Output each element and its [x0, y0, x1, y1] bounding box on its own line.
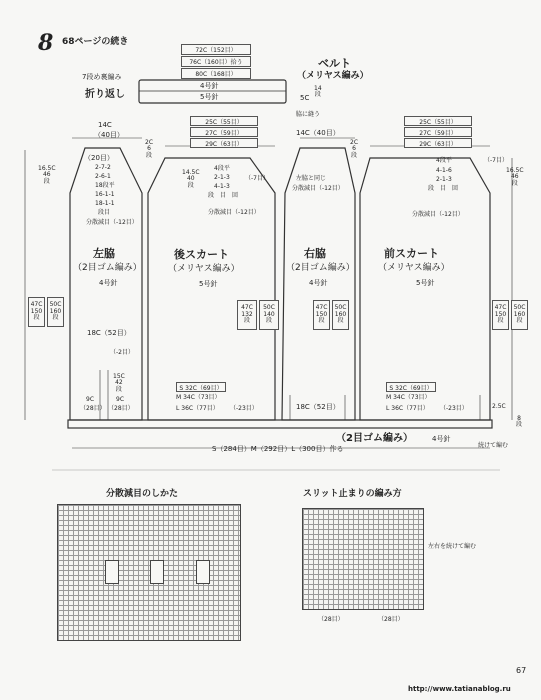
back-needle: 5号針: [199, 280, 218, 288]
front-inc-note: （-23目）: [440, 405, 468, 412]
front-stitch: （メリヤス編み）: [378, 263, 450, 273]
left-slit-height: 15C 42 段: [113, 373, 125, 393]
front-shape-3: 2-1-3: [436, 176, 452, 183]
front-width-1: 25C（55目）: [404, 116, 472, 126]
back-size-m: M 34C（73目）: [176, 394, 221, 401]
left-dec-2: 2-6-1: [95, 173, 111, 180]
left-len-a: 47C 150 段: [28, 297, 45, 327]
left-len-b: 50C 160 段: [47, 297, 64, 327]
right-note: 左脇と同じ: [296, 175, 327, 182]
left-dec-7: 分散減目（-12目）: [86, 219, 138, 226]
chart-gap-1: [105, 560, 119, 584]
right-dist: 分散減目（-12目）: [292, 185, 344, 192]
front-shape-1: 4段平: [436, 157, 452, 164]
left-dec-4: 16-1-1: [95, 191, 115, 198]
left-slit-dec: （-2目）: [110, 349, 134, 356]
chart-left-title: 分散減目のしかた: [106, 489, 179, 499]
front-skirt-shape: [360, 158, 490, 420]
back-width-3: 29C（63目）: [190, 138, 258, 148]
belt-rows: 14 段: [314, 85, 322, 99]
back-dec-note: （-7目）: [245, 175, 269, 182]
front-size-m: M 34C（73目）: [386, 394, 431, 401]
hem-stitch: （2目ゴム編み）: [336, 433, 413, 444]
belt-title: ベルト: [318, 57, 351, 70]
back-width-2: 27C（59目）: [190, 127, 258, 137]
left-stitch: （2目ゴム編み）: [73, 263, 142, 273]
belt-box-2: 76C（160目）拾う: [181, 56, 251, 67]
chart-gap-3: [196, 560, 210, 584]
chart-count-b: （28目）: [378, 616, 404, 623]
front-title: 前スカート: [384, 247, 439, 260]
left-dec-5: 18-1-1: [95, 200, 115, 207]
left-dec-1: 2-7-2: [95, 164, 111, 171]
back-title: 後スカート: [174, 248, 229, 261]
footer-page: 67: [516, 666, 527, 675]
front-shape-2: 4-1-6: [436, 167, 452, 174]
left-title: 左脇: [93, 247, 115, 260]
right-len-a: 47C 150 段: [313, 300, 330, 330]
front-height-top: 16.5C 46 段: [506, 167, 524, 187]
slit-chart: [302, 508, 424, 610]
hem-total: S（284目）M（292目）L（300目）作る: [212, 445, 344, 453]
back-shape-1: 4段平: [214, 165, 230, 172]
back-shape-3: 4-1-3: [214, 183, 230, 190]
hem-needle: 4号針: [432, 435, 451, 443]
belt-box-1: 72C（152目）: [181, 44, 251, 55]
belt-height: 5C: [300, 94, 310, 102]
left-dec-3: 18段平: [95, 182, 115, 189]
front-outer-b: 50C 160 段: [511, 300, 528, 330]
left-height-top: 16.5C 46 段: [38, 165, 56, 185]
front-needle: 5号針: [416, 279, 435, 287]
belt-box-3: 80C（168目）: [181, 68, 251, 79]
back-width-1: 25C（55目）: [190, 116, 258, 126]
right-stitch: （2目ゴム編み）: [286, 263, 355, 273]
hem-band-shape: [68, 420, 492, 428]
back-shape-4: 段: [208, 192, 215, 199]
back-len-a: 47C 132 段: [237, 300, 257, 330]
right-needle: 4号針: [309, 279, 328, 287]
hem-cont: 続けて編む: [478, 442, 509, 449]
front-gap: 2C 6 段: [350, 139, 359, 159]
continued-note: 68ページの続き: [62, 37, 129, 47]
front-width-2: 27C（59目）: [404, 127, 472, 137]
side-left-width: 14C: [98, 121, 112, 129]
back-shape-5: 目: [220, 192, 227, 199]
side-right-width: 14C（40目）: [296, 129, 340, 137]
chart-right-note: 左右を続けて編む: [428, 543, 477, 550]
hem-height-cm: 2.5C: [492, 403, 506, 410]
belt-subtitle: （メリヤス編み）: [297, 71, 369, 81]
front-dist: 分散減目（-12目）: [412, 211, 464, 218]
left-top-sts: （20目）: [84, 154, 114, 162]
right-len-b: 50C 160 段: [332, 300, 349, 330]
left-hem-a-sts: （28目）: [80, 405, 106, 412]
front-dec-note: （-7目）: [484, 157, 508, 164]
chart-right-title: スリット止まりの編み方: [303, 489, 402, 499]
back-inc-note: （-23目）: [230, 405, 258, 412]
back-stitch: （メリヤス編み）: [168, 264, 240, 274]
belt-needle-2: 5号針: [200, 93, 219, 101]
front-size-l: L 36C（77目）: [386, 405, 429, 412]
chart-count-a: （28目）: [318, 616, 344, 623]
side-left-sts: （40目）: [94, 131, 124, 139]
decrease-chart: [57, 504, 241, 641]
left-dec-6: 段目: [98, 209, 111, 216]
left-bottom-width: 18C（52目）: [87, 329, 131, 337]
back-size-s: S 32C（69目）: [176, 382, 226, 392]
back-height-top: 14.5C 40 段: [182, 169, 200, 189]
front-shape-4: 段: [428, 185, 435, 192]
left-hem-a: 9C: [86, 396, 95, 403]
belt-fold-label: 折り返し: [85, 89, 125, 100]
front-shape-6: 回: [452, 185, 459, 192]
front-shape-5: 目: [440, 185, 447, 192]
left-hem-b-sts: （28目）: [108, 405, 134, 412]
back-len-b: 50C 140 段: [259, 300, 279, 330]
front-width-3: 29C（63目）: [404, 138, 472, 148]
front-outer-a: 47C 150 段: [492, 300, 509, 330]
back-dist: 分散減目（-12目）: [208, 209, 260, 216]
belt-waist-note: 脇に縫う: [296, 111, 321, 118]
hem-height-rows: 8 段: [516, 415, 523, 429]
back-shape-6: 回: [232, 192, 239, 199]
page-number: 8: [38, 30, 54, 56]
chart-gap-2: [150, 560, 164, 584]
back-size-l: L 36C（77目）: [176, 405, 219, 412]
front-size-s: S 32C（69目）: [386, 382, 436, 392]
footer-url[interactable]: http://www.tatianablog.ru: [408, 685, 511, 693]
belt-needle-1: 4号針: [200, 82, 219, 90]
right-bottom: 18C（52目）: [296, 403, 340, 411]
left-hem-b: 9C: [116, 396, 125, 403]
back-gap: 2C 6 段: [145, 139, 154, 159]
right-title: 右脇: [304, 247, 326, 260]
belt-fold-note: 7段め裏編み: [82, 73, 122, 81]
back-shape-2: 2-1-3: [214, 174, 230, 181]
left-needle: 4号針: [99, 279, 118, 287]
